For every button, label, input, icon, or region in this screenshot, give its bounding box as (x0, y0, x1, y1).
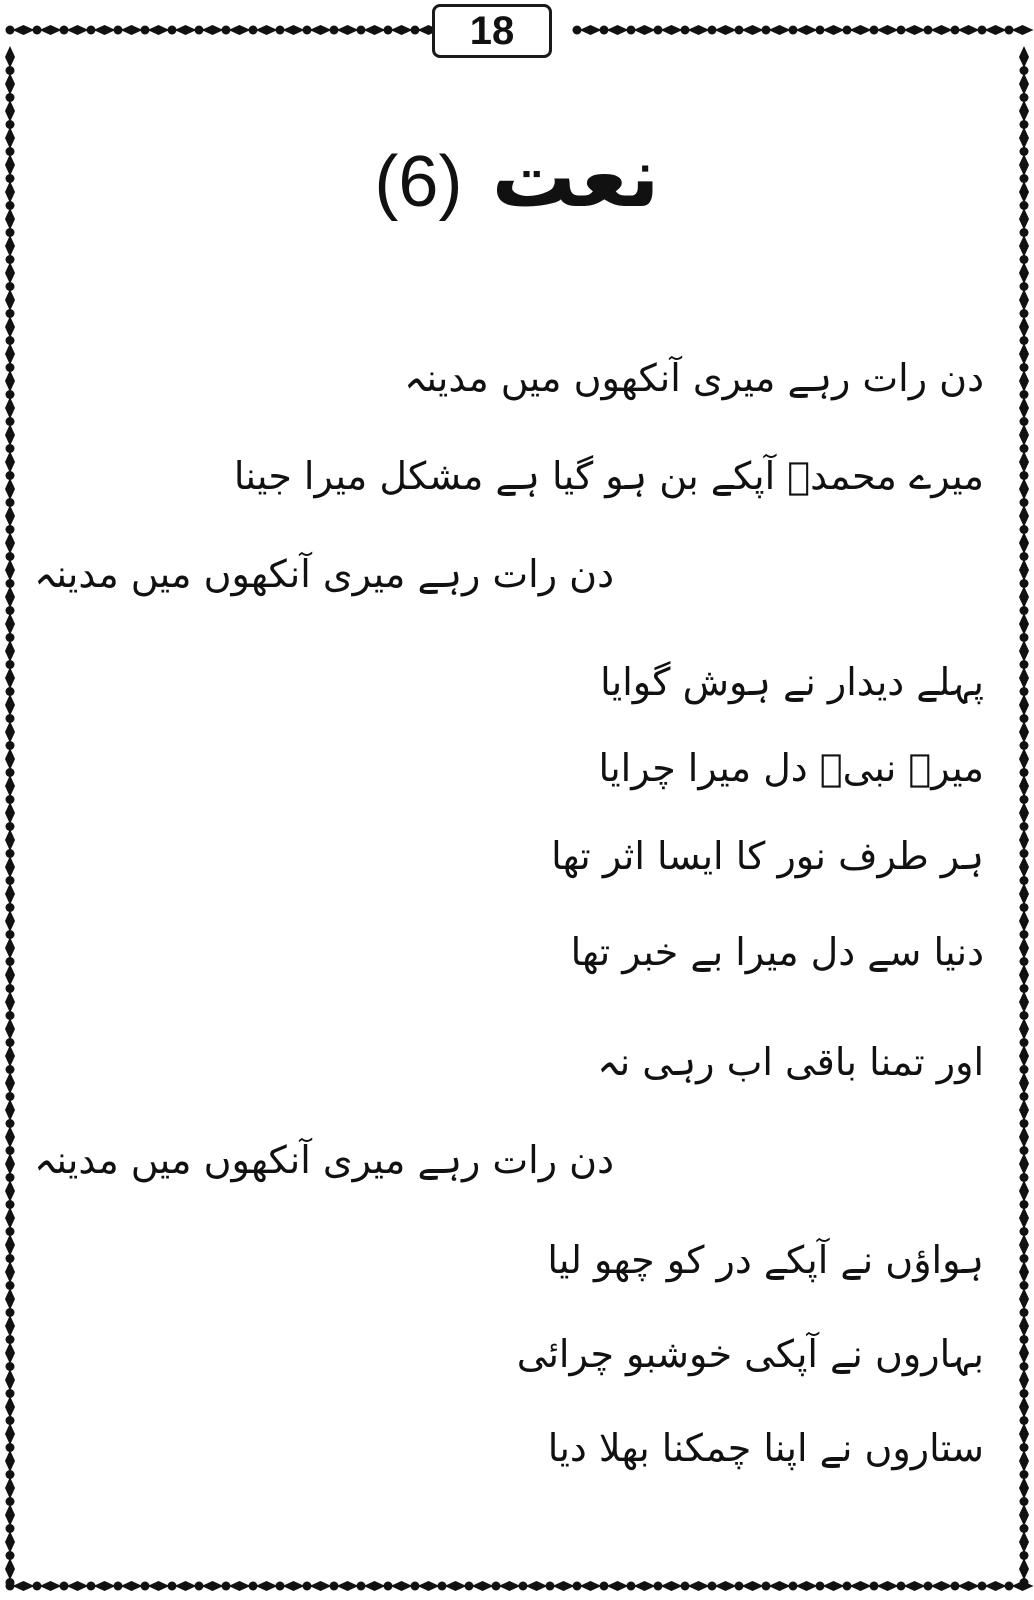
verse-line-3: پہلے دیدار نے ہوش گوایا (600, 660, 984, 704)
verse-line-6: دنیا سے دل میرا بے خبر تھا (570, 930, 984, 974)
verse-line-4: میرے نبیؐ دل میرا چرایا (598, 746, 984, 790)
verse-line-2: میرے محمدؐ آپکے بن ہو گیا ہے مشکل میرا جینا (233, 454, 984, 498)
verse-line-10: ستاروں نے اپنا چمکنا بھلا دیا (547, 1426, 984, 1470)
refrain-line-1: دن رات رہے میری آنکھوں میں مدینہ (34, 552, 614, 596)
verse-line-5: ہر طرف نور کا ایسا اثر تھا (551, 834, 984, 878)
refrain-line-2: دن رات رہے میری آنکھوں میں مدینہ (34, 1138, 614, 1182)
verse-line-8: ہواؤں نے آپکے در کو چھو لیا (547, 1238, 984, 1282)
verse-line-9: بہاروں نے آپکی خوشبو چرائی (516, 1332, 984, 1376)
title-number: (6) (374, 142, 463, 222)
title-text: نعت (491, 128, 660, 226)
verse-line-7: اور تمنا باقی اب رہی نہ (597, 1040, 984, 1084)
page-title (0, 122, 1034, 232)
page-number: 18 (432, 4, 552, 58)
verse-line-1: دن رات رہے میری آنکھوں میں مدینہ (404, 356, 984, 400)
